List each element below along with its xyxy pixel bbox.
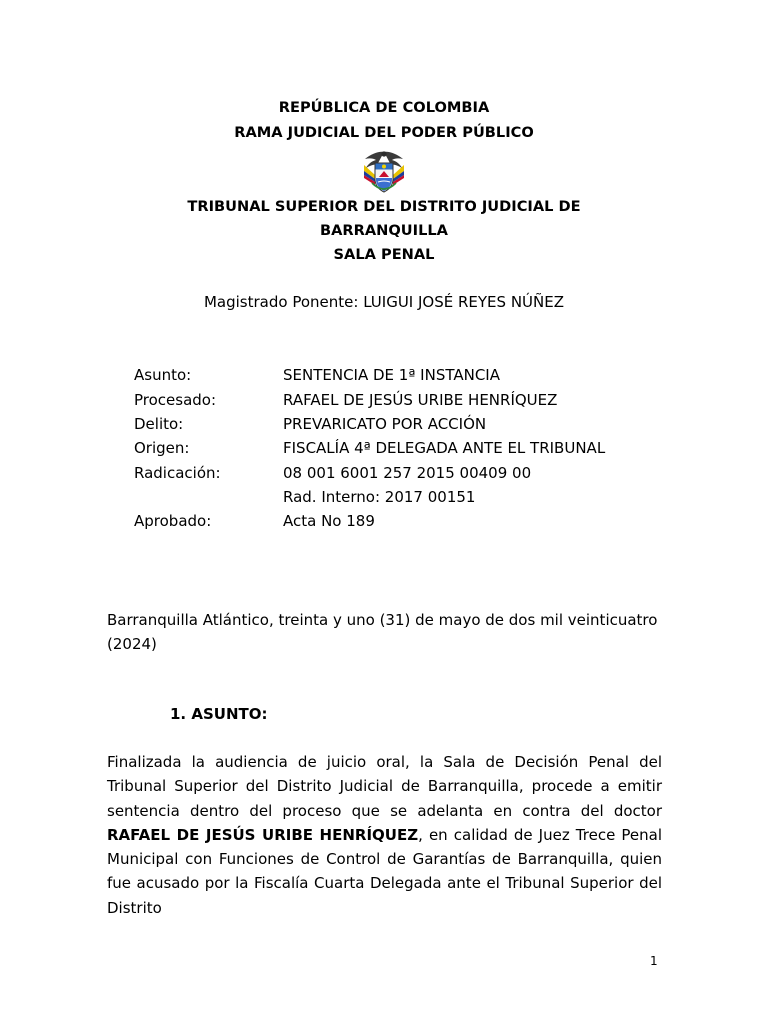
case-info-value: 08 001 6001 257 2015 00409 00 [283, 464, 532, 482]
case-info-row [0, 439, 768, 459]
case-info-label: Delito: [134, 415, 184, 433]
body-paragraph [107, 750, 662, 920]
case-info-row [0, 366, 768, 386]
case-info-value: Acta No 189 [283, 512, 375, 530]
coat-of-arms-icon [359, 149, 409, 195]
chamber-title: SALA PENAL [333, 246, 435, 263]
case-info-value: FISCALÍA 4ª DELEGADA ANTE EL TRIBUNAL [283, 439, 606, 457]
case-info-label: Procesado: [134, 391, 217, 409]
case-info-row [0, 415, 768, 435]
magistrate-line: Magistrado Ponente: LUIGUI JOSÉ REYES NÚÑEZ [203, 293, 564, 311]
republic-title: REPÚBLICA DE COLOMBIA [278, 99, 490, 116]
case-info-value: PREVARICATO POR ACCIÓN [283, 415, 487, 433]
court-title-line1: TRIBUNAL SUPERIOR DEL DISTRITO JUDICIAL DE [187, 198, 581, 215]
case-info-value: RAFAEL DE JESÚS URIBE HENRÍQUEZ [283, 391, 558, 409]
defendant-name: RAFAEL DE JESÚS URIBE HENRÍQUEZ [107, 825, 419, 844]
case-info-value: SENTENCIA DE 1ª INSTANCIA [283, 366, 500, 384]
case-info-label: Origen: [134, 439, 190, 457]
case-info-row [0, 488, 768, 508]
date-line: Barranquilla Atlántico, treinta y uno (31) de mayo de dos mil veinticuatro (2024) [107, 611, 658, 653]
page-number: 1 [650, 954, 658, 968]
case-info-row [0, 464, 768, 484]
case-info-row [0, 512, 768, 532]
case-info-label: Asunto: [134, 366, 192, 384]
judicial-branch-title: RAMA JUDICIAL DEL PODER PÚBLICO [234, 124, 534, 141]
case-info-label: Aprobado: [134, 512, 212, 530]
paragraph-text: , en calidad de Juez Trece Penal Municipal con Funciones de Control de Garantías de Barranquilla, quien fue acusado por la Fiscalía Cuarta Delegada ante el Tribunal Superior del Distrito [107, 825, 662, 917]
case-info-row [0, 391, 768, 411]
court-title-line2: BARRANQUILLA [320, 222, 448, 239]
case-info-label: Radicación: [134, 464, 221, 482]
section-heading-asunto: 1. ASUNTO: [170, 705, 268, 723]
paragraph-text: Finalizada la audiencia de juicio oral, la Sala de Decisión Penal del Tribunal Superior del Distrito Judicial de Barranquilla, procede a emitir sentencia dentro del proceso que se adelanta en contra del doctor [107, 753, 662, 820]
case-info-value: Rad. Interno: 2017 00151 [283, 488, 476, 506]
